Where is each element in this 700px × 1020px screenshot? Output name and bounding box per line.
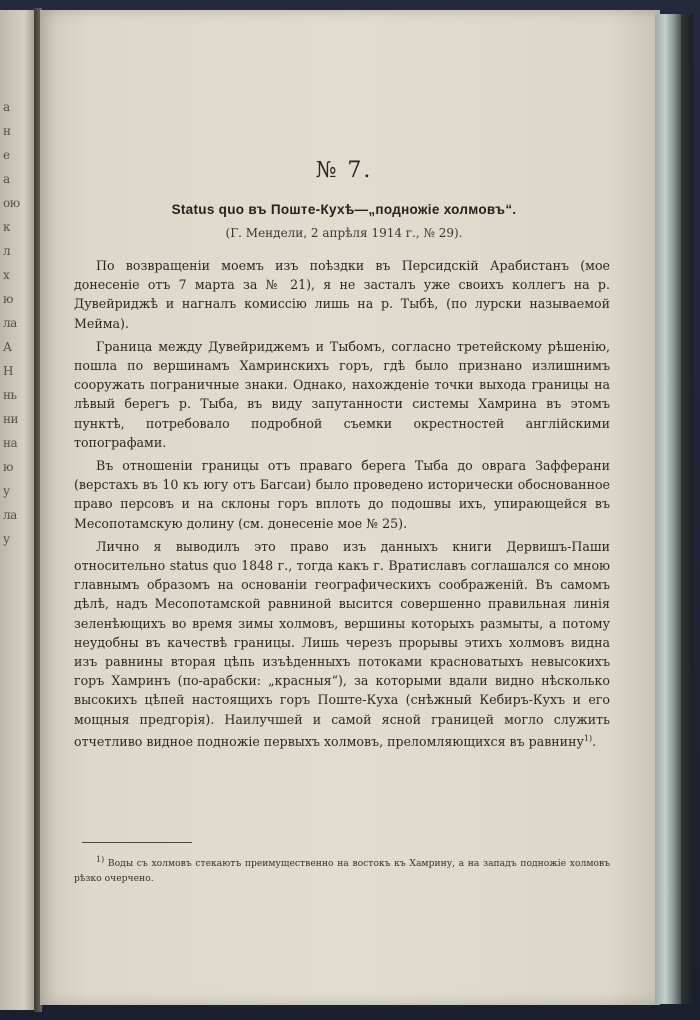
- paragraph: Граница между Дувейриджемъ и Тыбомъ, согласно третейскому рѣшенію, пошла по вершинамъ Хамринскихъ горъ, гдѣ было признано излишнимъ сооружать пограничные знаки. Однако, нахожденіе точки выхода границы на лѣвый берегъ р. Тыба, въ виду запутанности системы Хамрина въ этомъ пунктѣ, потребовало подробной съемки окрестностей англійскими топографами.: [74, 338, 610, 450]
- footnote-marker: 1): [583, 733, 593, 743]
- previous-page-edge: [0, 10, 34, 1010]
- document-dateline: (Г. Мендели, 2 апрѣля 1914 г., № 29).: [225, 226, 463, 240]
- footnote-divider: [82, 842, 192, 843]
- body-text: [74, 256, 610, 755]
- previous-page-fragment: х: [3, 268, 10, 282]
- previous-page-fragment: е: [3, 148, 10, 162]
- paragraph-text: Лично я выводилъ это право изъ данныхъ книги Дервишъ-Паши относительно status quo 1848 г., тогда какъ г. Вратиславъ соглашался со мною главнымъ образомъ на основаніи географическихъ соображеній. Въ самомъ дѣлѣ, надъ Месопотамской равниной высится совершенно правильная линія зеленѣющихъ во время зимы холмовъ, вершины которыхъ размыты, а потому неудобны въ качествѣ границы. Лишь черезъ прорывы этихъ холмовъ видна изъ равнины вторая цѣпь изъѣденныхъ потоками красноватыхъ невысокихъ горъ Хамринъ (по-арабски: „красныя“), за которыми вдали видно нѣсколько высокихъ цѣпей настоящихъ горъ Поште-Куха (снѣжный Кебиръ-Кухъ и его мощныя предгорія). Наилучшей и самой ясной границей могло служить отчетливо видное подножіе первыхъ холмовъ, преломляющихся въ равнину: [74, 538, 610, 750]
- previous-page-fragment: л: [3, 244, 11, 258]
- previous-page-fragment: А: [3, 340, 12, 354]
- document-number: № 7.: [315, 158, 373, 183]
- footnote-body: Воды съ холмовъ стекаютъ преимущественно на востокъ къ Хамрину, а на западъ подножіе холмовъ рѣзко очерчено.: [74, 858, 611, 885]
- book-page: [40, 10, 660, 1005]
- paragraph: Въ отношеніи границы отъ праваго берега Тыба до оврага Зафферани (верстахъ въ 10 къ югу отъ Багсаи) было проведено исторически обоснованное право персовъ и на склоны горъ вплоть до подошвы ихъ, упирающейся въ Месопотамскую долину (см. донесеніе мое № 25).: [74, 458, 610, 531]
- footnote-number: 1): [96, 855, 105, 864]
- previous-page-fragment: н: [3, 124, 11, 138]
- previous-page-fragment: ла: [3, 316, 17, 330]
- previous-page-fragment: ю: [3, 460, 13, 474]
- previous-page-fragment: нь: [3, 388, 17, 402]
- previous-page-fragment: ою: [3, 196, 20, 210]
- page-content: [74, 10, 614, 1005]
- book-cover-edge: [655, 14, 681, 1004]
- paragraph: По возвращеніи моемъ изъ поѣздки въ Персидскій Арабистанъ (мое донесеніе отъ 7 марта за № 21), я не засталъ уже своихъ коллегъ на р. Дувейриджѣ и нагналъ комиссію лишь на р. Тыбѣ, (по лурски называемой Мейма).: [74, 258, 610, 331]
- previous-page-fragment: ю: [3, 292, 13, 306]
- previous-page-fragment: ла: [3, 508, 17, 522]
- previous-page-fragment: ни: [3, 412, 18, 426]
- previous-page-fragment: а: [3, 172, 10, 186]
- paragraph: Лично я выводилъ это право изъ данныхъ книги Дервишъ-Паши относительно status quo 1848 г., тогда какъ г. Вратиславъ соглашался со мною главнымъ образомъ на основаніи географическихъ соображеній. Въ самомъ дѣлѣ, надъ Месопотамской равниной высится совершенно правильная линія зеленѣющихъ во время зимы холмовъ, вершины которыхъ размыты, а потому неудобны въ качествѣ границы. Лишь черезъ прорывы этихъ холмовъ видна изъ равнины вторая цѣпь изъѣденныхъ потоками красноватыхъ невысокихъ горъ Хамринъ (по-арабски: „красныя“), за которыми вдали видно нѣсколько высокихъ цѣпей настоящихъ горъ Поште-Куха (снѣжный Кебиръ-Кухъ и его мощныя предгорія). Наилучшей и самой ясной границей могло служить отчетливо видное подножіе первыхъ холмовъ, преломляющихся въ равнину$^{1)}$.: [74, 538, 610, 750]
- previous-page-fragment: у: [3, 532, 10, 546]
- previous-page-fragment: Н: [3, 364, 13, 378]
- footnote-text: [74, 852, 610, 886]
- book-cover-back: [681, 14, 693, 1004]
- previous-page-fragment: к: [3, 220, 10, 234]
- previous-page-fragment: у: [3, 484, 10, 498]
- previous-page-fragment: а: [3, 100, 10, 114]
- footnote: [74, 852, 610, 886]
- document-title: Status quo въ Поште-Кухѣ—„подножіе холмовъ“.: [171, 202, 517, 217]
- previous-page-fragment: на: [3, 436, 18, 450]
